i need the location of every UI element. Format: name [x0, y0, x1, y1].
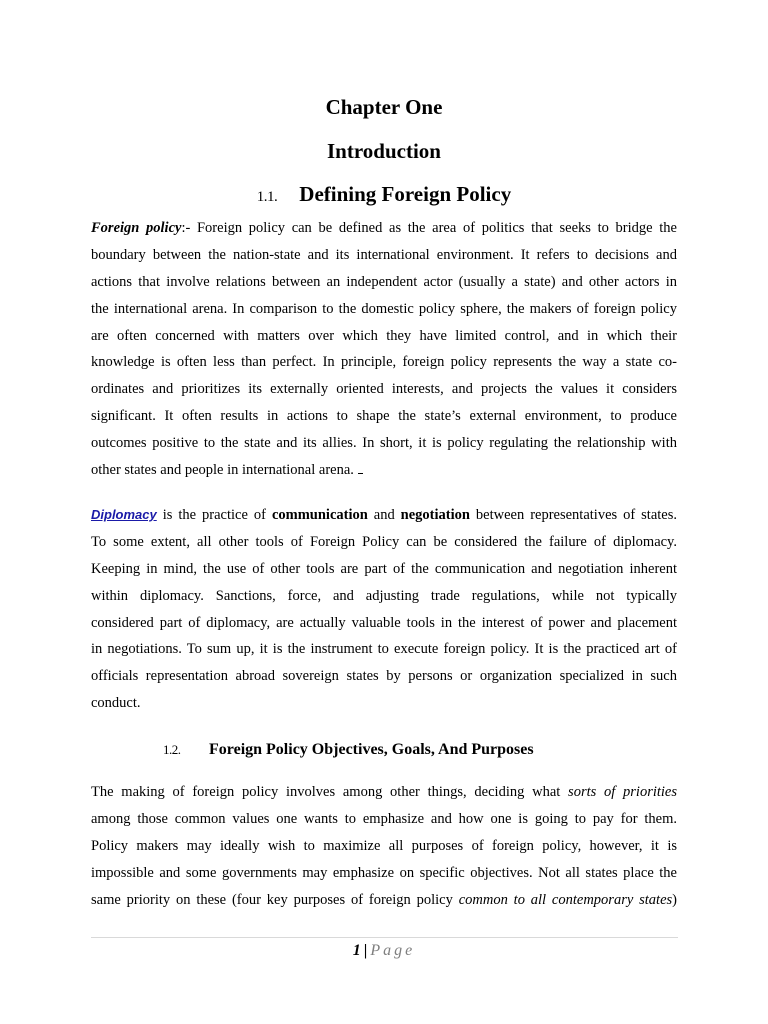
- foreign-policy-term: Foreign policy: [91, 220, 182, 236]
- page-separator: |: [363, 942, 368, 959]
- page-footer: [0, 940, 768, 962]
- paragraph-line: are often concerned with matters over which they have limited control, and in which their: [91, 327, 677, 344]
- section-number: 1.2.: [163, 742, 181, 757]
- paragraph-line: actions that involve relations between an independent actor (usually a state) and other actors in: [91, 273, 677, 290]
- common-states-term: common to all contemporary states: [458, 891, 673, 908]
- footer-divider: [91, 937, 678, 938]
- foreign-policy-paragraph: [91, 215, 677, 484]
- paragraph-line: impossible and some governments may emphasize on specific objectives. Not all states place the: [91, 864, 677, 881]
- paragraph-line: To some extent, all other tools of Foreign Policy can be considered the failure of diplomacy.: [91, 533, 677, 550]
- page-number: 1: [352, 942, 361, 959]
- paragraph-line: ordinates and prioritizes its externally oriented interests, and projects the values it considers: [91, 381, 677, 398]
- section-title: Foreign Policy Objectives, Goals, And Purposes: [209, 741, 534, 758]
- paragraph-line: Keeping in mind, the use of other tools are part of the communication and negotiation inherent: [91, 560, 677, 577]
- paragraph-line: officials representation abroad sovereign states by persons or organization specialized in such: [91, 668, 677, 685]
- paragraph-line: within diplomacy. Sanctions, force, and adjusting trade regulations, while not typically: [91, 587, 677, 604]
- communication-term: communication: [271, 507, 368, 523]
- paragraph-line: knowledge is often less than perfect. In principle, foreign policy represents the way a state co-: [91, 354, 677, 371]
- diplomacy-paragraph: [91, 502, 677, 717]
- paragraph-line: significant. It often results in actions to shape the state’s external environment, to produce: [91, 408, 677, 425]
- text-cursor-mark: [358, 461, 363, 474]
- paragraph-line: among those common values one wants to emphasize and how one is going to pay for them.: [91, 810, 677, 827]
- sorts-of-priorities-term: sorts of priorities: [568, 784, 678, 800]
- negotiation-term: negotiation: [400, 507, 470, 523]
- section-heading-1-1: [0, 181, 768, 210]
- section-title: Defining Foreign Policy: [299, 182, 512, 206]
- paragraph-line: the international arena. In comparison to the domestic policy sphere, the makers of foreign policy: [91, 300, 677, 317]
- paragraph-line: conduct.: [91, 695, 141, 712]
- paragraph-line: outcomes positive to the state and its allies. In short, it is policy regulating the relationship with: [91, 435, 677, 452]
- paragraph-line: The making of foreign policy involves among other things, deciding what sorts of priorities: [91, 784, 678, 800]
- paragraph-line: same priority on these (four key purposes of foreign policy common to all contemporary states): [91, 891, 677, 908]
- paragraph-line: Policy makers may ideally wish to maximize all purposes of foreign policy, however, it is: [91, 837, 677, 854]
- paragraph-line: in negotiations. To sum up, it is the instrument to execute foreign policy. It is the practiced art of: [91, 641, 677, 658]
- page-label: Page: [370, 942, 416, 959]
- chapter-title: Chapter One: [325, 95, 443, 119]
- paragraph-line: other states and people in international arena.: [91, 457, 677, 484]
- chapter-subtitle: Introduction: [327, 139, 441, 163]
- paragraph-line: Foreign policy:- Foreign policy can be defined as the area of politics that seeks to bridge the: [91, 220, 677, 236]
- section-heading-1-2: [163, 739, 534, 761]
- paragraph-line: boundary between the nation-state and its international environment. It refers to decisions and: [91, 246, 677, 263]
- objectives-paragraph: [91, 779, 677, 913]
- section-number: 1.1.: [256, 189, 278, 205]
- diplomacy-link[interactable]: Diplomacy: [91, 507, 157, 522]
- paragraph-line: considered part of diplomacy, are actually valuable tools in the interest of power and placement: [91, 614, 677, 631]
- paragraph-line: Diplomacy is the practice of communication and negotiation between representatives of states.: [91, 507, 678, 523]
